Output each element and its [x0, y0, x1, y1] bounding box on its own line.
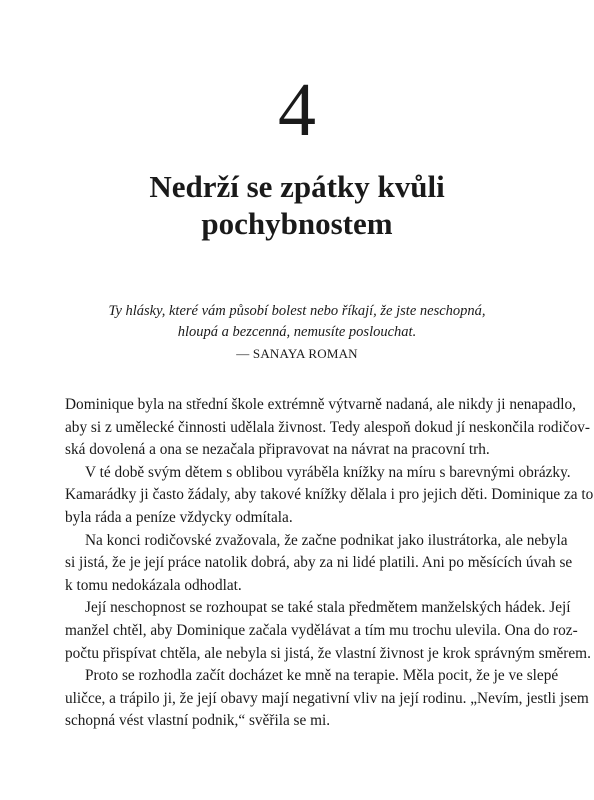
chapter-title	[0, 168, 594, 242]
epigraph-quote-line: hloupá a bezcenná, nemusíte poslouchat.	[177, 324, 417, 340]
paragraph-line: Její neschopnost se rozhoupat se také stala předmětem manželských hádek. Její	[85, 599, 571, 617]
paragraph-line: Na konci rodičovské zvažovala, že začne podnikat jako ilustrátorka, ale nebyla	[85, 531, 568, 549]
paragraph-line: Proto se rozhodla začít docházet ke mně na terapie. Měla pocit, že je ve slepé	[85, 667, 559, 685]
epigraph-attribution: — SANAYA ROMAN	[236, 346, 358, 361]
paragraph-line: Dominique byla na střední škole extrémně výtvarně nadaná, ale nikdy ji nenapadlo,	[65, 396, 577, 413]
paragraph-line: počtu přispívat chtěla, ale nebyla si jistá, že vlastní živnost je krok správným směrem.	[65, 644, 591, 662]
paragraph-line: si jistá, že je její práce natolik dobrá, aby za ni lidé platili. Ani po měsících úvah se	[65, 554, 573, 572]
paragraph-line: k tomu nedokázala odhodlat.	[65, 576, 242, 594]
epigraph-quote-line: Ty hlásky, které vám působí bolest nebo říkají, že jste neschopná,	[108, 303, 486, 319]
body-text	[65, 394, 594, 733]
paragraph-line: aby si z umělecké činnosti udělala živnost. Tedy alespoň dokud jí neskončila rodičov-	[65, 418, 590, 436]
chapter-number: 4	[278, 68, 316, 152]
chapter-title-line: Nedrží se zpátky kvůli	[149, 169, 445, 204]
paragraph-line: ská dovolená a ona se nezačala připravovat na návrat na pracovní trh.	[65, 441, 490, 459]
epigraph	[0, 301, 594, 364]
paragraph-line: byla ráda a peníze vždycky odmítala.	[65, 508, 293, 526]
paragraph-line: V té době svým dětem s oblibou vyráběla knížky na míru s barevnými obrázky.	[85, 463, 571, 481]
chapter-title-line: pochybnostem	[201, 206, 393, 241]
paragraph-line: uličce, a trápilo ji, že její obavy mají negativní vliv na její rodinu. „Nevím, jestli jsem	[65, 689, 589, 707]
paragraph-line: manžel chtěl, aby Dominique začala vydělávat a tím mu trochu ulevila. Ona do roz-	[65, 621, 578, 639]
paragraph-line: schopná vést vlastní podnik,“ svěřila se mi.	[65, 712, 331, 730]
paragraph-line: Kamarádky ji často žádaly, aby takové knížky dělala i pro jejich děti. Dominique za to	[65, 486, 594, 504]
